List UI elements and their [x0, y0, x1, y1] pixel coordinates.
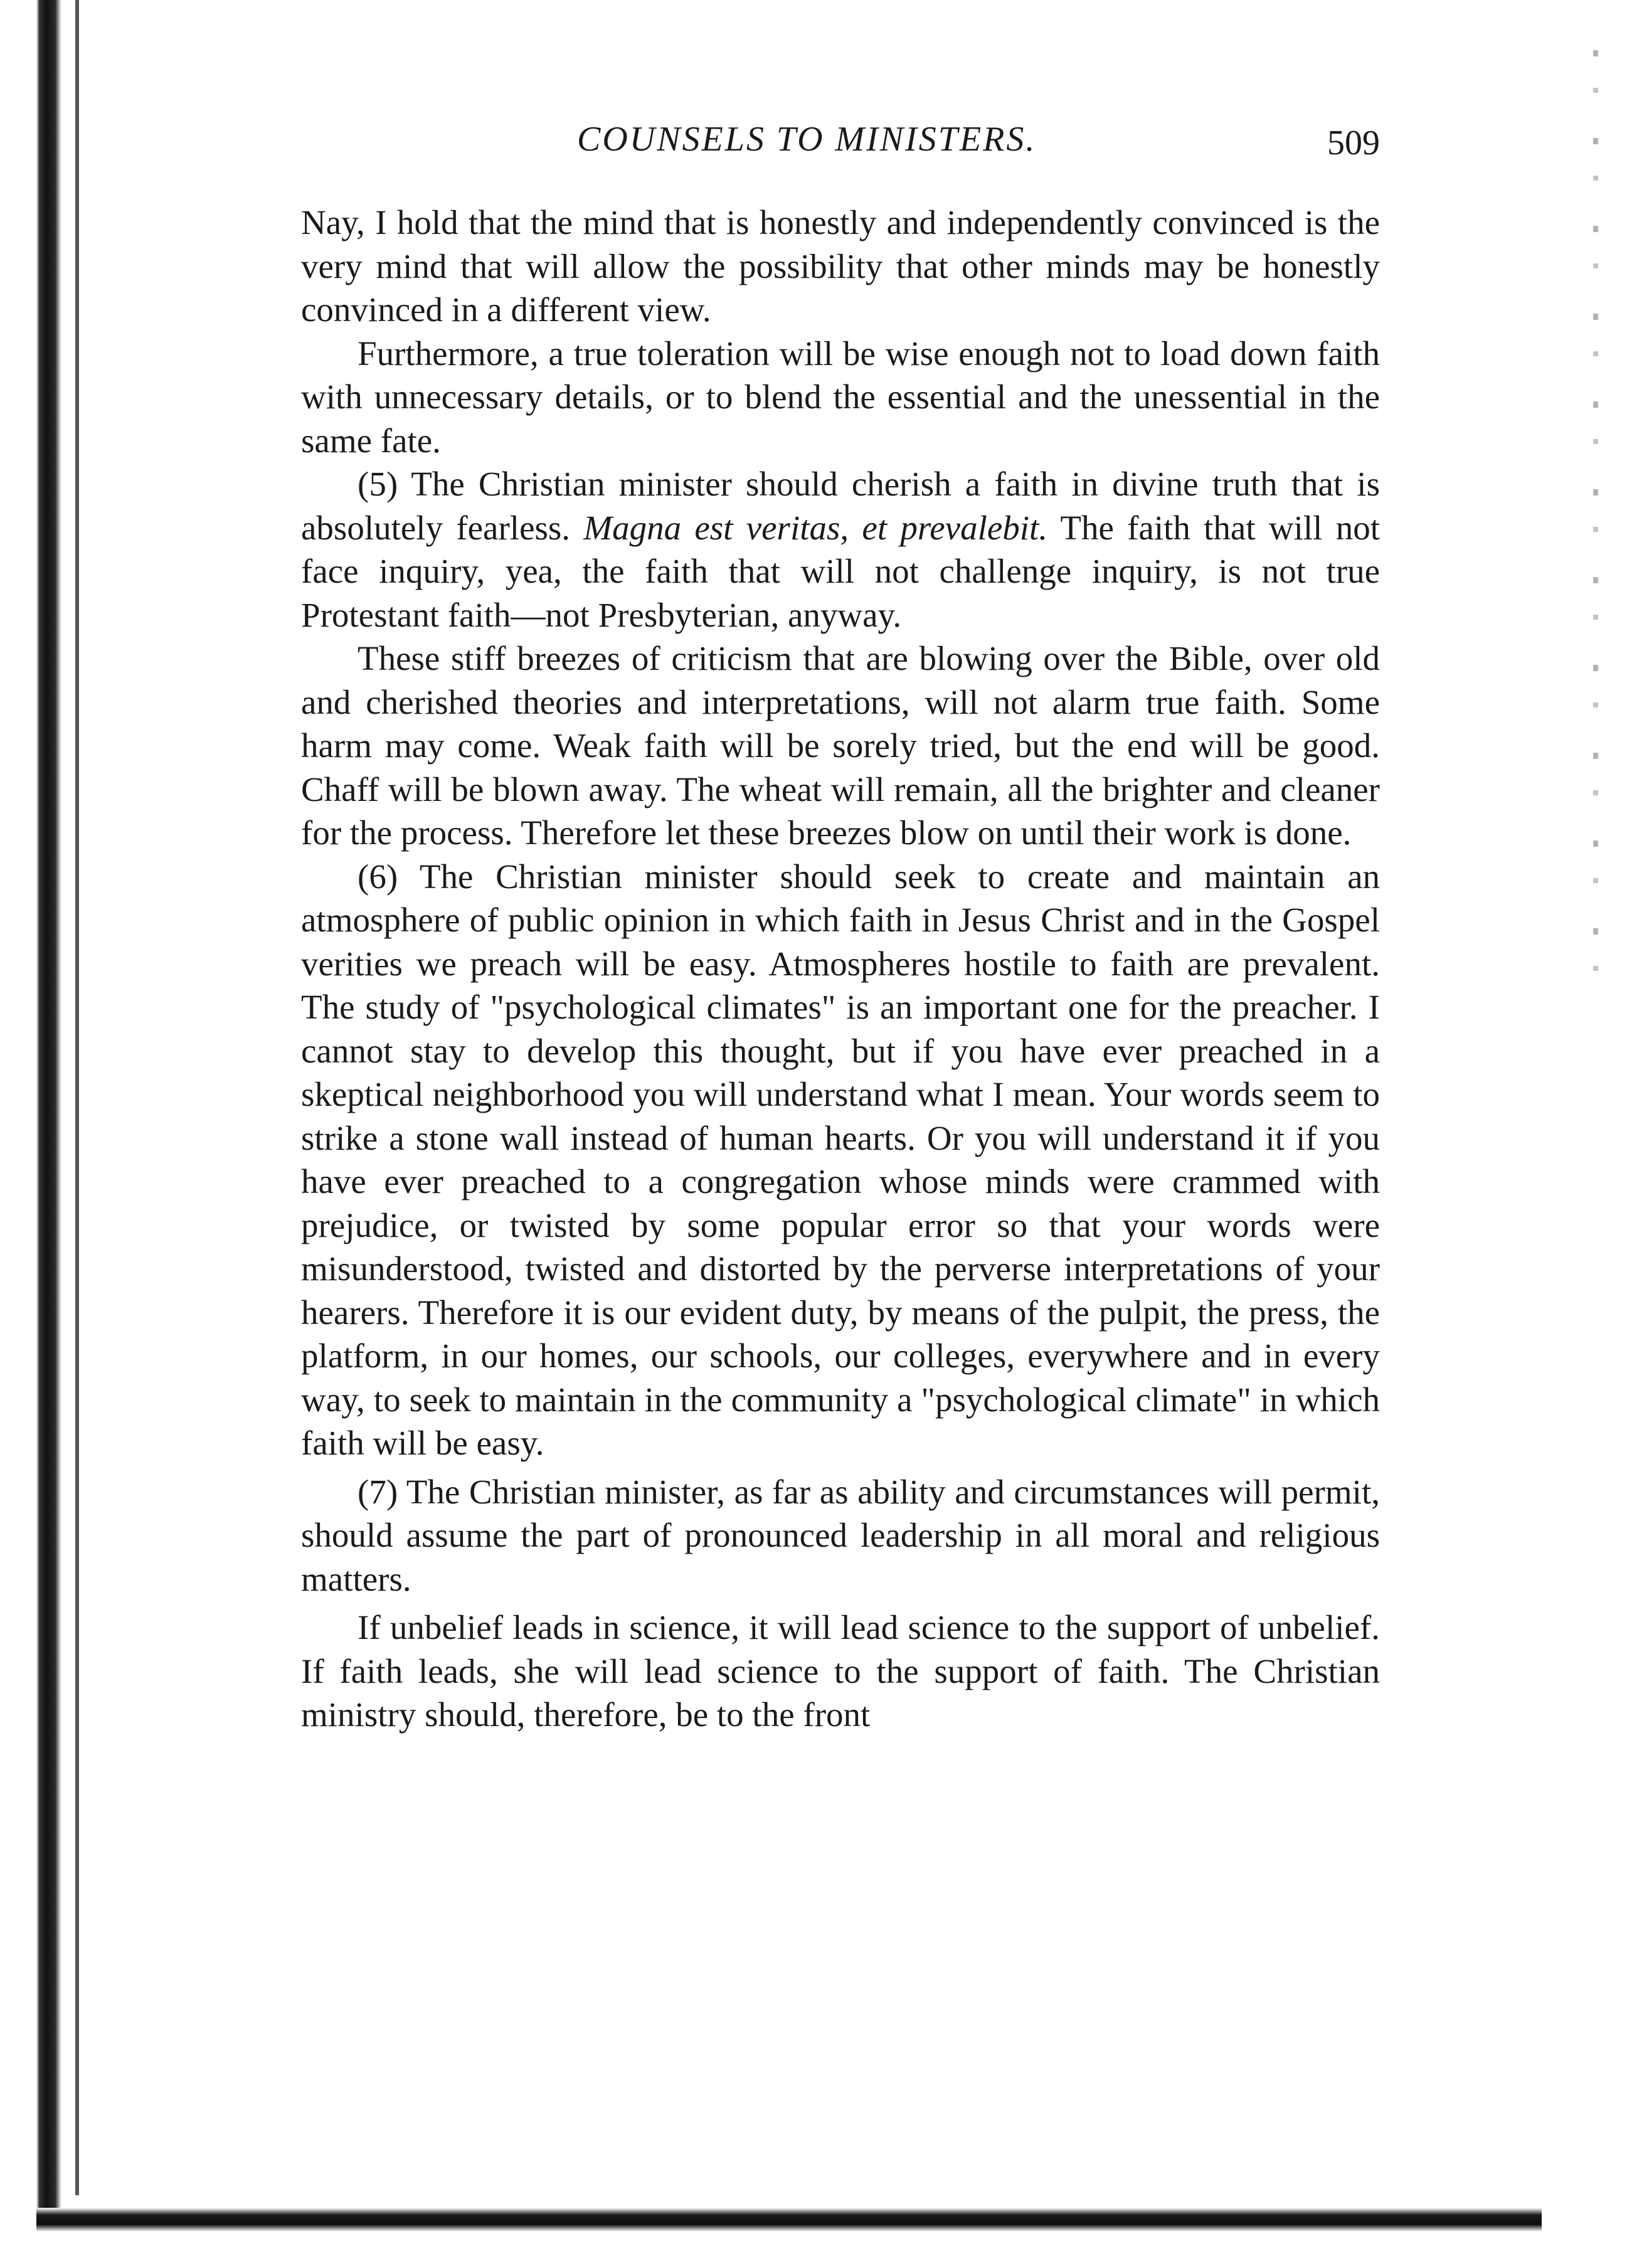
paragraph: (6) The Christian minister should seek to create and maintain an atmosphere of public opinion in which faith in Jesus Christ and in the Gospel verities we preach will be easy. Atmospheres hostile to faith are prevalent. The study of "psychological climates" is an important one for the preacher. I cannot stay to develop this thought, but if you have ever preached in a skeptical neighborhood you will understand what I mean. Your words seem to strike a stone wall instead of human hearts. Or you will understand it if you have ever preached to a congregation whose minds were crammed with prejudice, or twisted by some popular error so that your words were misunderstood, twisted and distorted by the perverse interpretations of your hearers. Therefore it is our evident duty, by means of the pulpit, the press, the platform, in our homes, our schools, our colleges, everywhere and in every way, to seek to maintain in the community a "psychological climate" in which faith will be easy. — [301, 857, 1380, 1462]
paragraph-text: (5) The Christian minister should cherish a faith in divine truth that is absolutely fearless. — [301, 465, 1380, 547]
paragraph: These stiff breezes of criticism that are blowing over the Bible, over old and cherished theories and interpretations, will not alarm true faith. Some harm may come. Weak faith will be sorely tried, but the end will be good. Chaff will be blown away. The wheat will remain, all the brighter and cleaner for the process. Therefore let these breezes blow on until their work is done. — [301, 639, 1380, 852]
running-title: COUNSELS TO MINISTERS. — [577, 120, 1037, 159]
binding-edge-shadow — [36, 0, 61, 2208]
binding-edge-line — [75, 0, 79, 2195]
paragraph: (7) The Christian minister, as far as ability and circumstances will permit, should assume the part of pronounced leadership in all moral and religious matters. — [301, 1472, 1380, 1598]
paragraph — [301, 462, 1380, 637]
page-edge-speckle — [1593, 50, 1598, 991]
paragraph: Furthermore, a true toleration will be wise enough not to load down faith with unnecessary details, or to blend the essential and the unessential in the same fate. — [301, 334, 1380, 460]
bottom-scan-edge — [36, 2208, 1542, 2232]
paragraph-text: The faith that will not face inquiry, yea, the faith that will not challenge inquiry, is not true Protestant faith—not Presbyterian, anyway. — [301, 508, 1380, 634]
page-header — [301, 119, 1380, 169]
paragraph: Nay, I hold that the mind that is honestly and independently convinced is the very mind that will allow the possibility that other minds may be honestly convinced in a different view. — [301, 203, 1380, 329]
latin-quote: Magna est veritas, et prevalebit. — [583, 508, 1048, 547]
page-number: 509 — [1327, 124, 1380, 162]
paragraph: If unbelief leads in science, it will lead science to the support of unbelief. If faith leads, she will lead science to the support of faith. The Christian ministry should, therefore, be to the front — [301, 1608, 1380, 1734]
body-text — [301, 201, 1380, 1737]
